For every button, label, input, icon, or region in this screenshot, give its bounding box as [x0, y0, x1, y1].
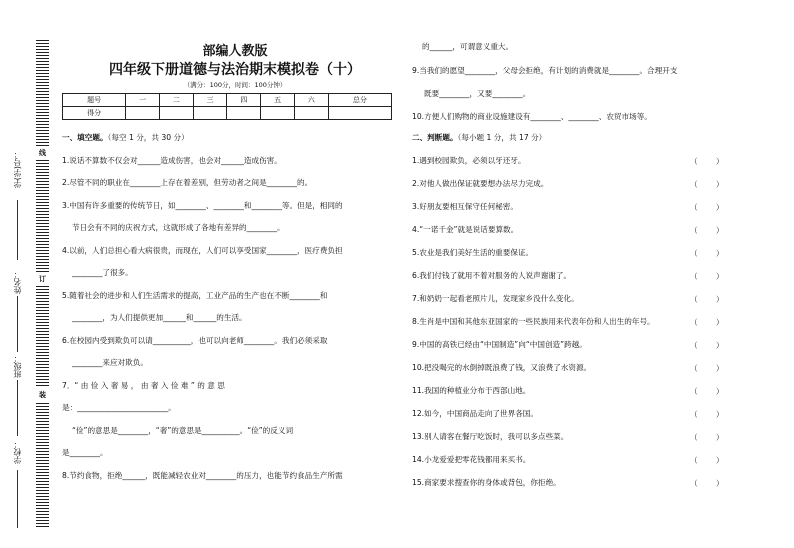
answer-paren[interactable]: （ ） [690, 203, 724, 212]
section2-note: （每小题 1 分，共 17 分） [457, 133, 547, 142]
score-input-cell[interactable] [294, 107, 328, 120]
name-line[interactable] [17, 296, 18, 352]
exam-info: （满分：100分，时间：100分钟） [183, 81, 287, 89]
fill-question-4-cont: ________了很多。 [72, 268, 133, 277]
student-id-line[interactable] [17, 200, 18, 260]
score-table-cell: 三 [193, 94, 227, 107]
section1-title: 一、填空题。 [62, 133, 108, 142]
school-line[interactable] [17, 470, 18, 528]
judge-item-8: 8.生肖是中国和其他东亚国家的一些民族用来代表年份和人出生的年号。 [412, 317, 655, 326]
student-id-label: 学(学)号： [13, 150, 22, 189]
score-table-cell: 一 [126, 94, 160, 107]
answer-paren[interactable]: （ ） [690, 249, 724, 258]
binding-mark-line: 线 [36, 146, 49, 160]
section1-note: （每空 1 分，共 30 分） [107, 133, 189, 142]
judge-item-14: 14.小龙爱爱把零花钱都用来买书。 [412, 455, 531, 464]
fill-question-6: 6.在校园内受到欺负可以请__________，也可以向老师________。我们必须采取 [62, 336, 328, 345]
answer-paren[interactable]: （ ） [690, 387, 724, 396]
binding-mark-bind: 装 [36, 388, 49, 402]
fill-question-6-cont: ________来应对欺负。 [72, 358, 148, 367]
judge-item-10: 10.把没喝完的水倒掉既浪费了钱，又浪费了水资源。 [412, 363, 592, 372]
class-line[interactable] [17, 380, 18, 436]
judge-item-7: 7.和奶奶一起看老照片儿，发现家乡没什么变化。 [412, 294, 579, 303]
score-table-score-row [63, 107, 392, 120]
fill-question-7-cont: 是：________________________。 [62, 403, 176, 412]
fill-question-5-cont: ________，为人们提供更加______和______的生活。 [72, 313, 247, 322]
answer-paren[interactable]: （ ） [690, 226, 724, 235]
name-label: 姓名： [13, 270, 22, 294]
judge-item-1: 1.遇到校园欺负，必须以牙还牙。 [412, 156, 526, 165]
score-table-cell: 得分 [63, 107, 126, 120]
judge-item-4: 4.“一诺千金”就是说话要算数。 [412, 225, 519, 234]
score-input-cell[interactable] [160, 107, 194, 120]
judge-item-9: 9.中国的高铁已经由“中国制造”向“中国创造”跨越。 [412, 340, 587, 349]
judge-item-5: 5.农业是我们美好生活的重要保证。 [412, 248, 534, 257]
judge-item-11: 11.我国的种植业分布于西部山地。 [412, 386, 531, 395]
section2-heading [412, 133, 546, 143]
score-input-cell[interactable] [193, 107, 227, 120]
judge-item-12: 12.如今，中国商品走向了世界各国。 [412, 409, 538, 418]
exam-title: 四年级下册道德与法治期末模拟卷（十） [109, 62, 361, 78]
fill-question-7-sub-cont: 是________。 [62, 448, 108, 457]
judge-item-2: 2.对他人做出保证就要想办法尽力完成。 [412, 179, 549, 188]
judge-item-13: 13.别人请客在餐厅吃饭时，我可以多点些菜。 [412, 432, 569, 441]
score-input-cell[interactable] [328, 107, 391, 120]
fill-question-9: 9.当我们的愿望________，父母会拒绝，有计划的消费就是________。合理开支 [412, 66, 678, 75]
answer-paren[interactable]: （ ） [690, 479, 724, 488]
answer-paren[interactable]: （ ） [690, 364, 724, 373]
fill-question-8-cont: 的______，可谓意义重大。 [422, 42, 514, 51]
score-table-header-row [63, 94, 392, 107]
fill-question-7: 7．“ 由 俭 入 奢 易 ， 由 奢 入 俭 难 ” 的 意 思 [62, 381, 225, 390]
judge-item-15: 15.商家要求搜查你的身体或背包，你拒绝。 [412, 478, 561, 487]
fill-question-7-sub: “俭”的意思是________，“奢”的意思是__________。“俭”的反义词 [72, 426, 294, 435]
binding-mark-order: 订 [36, 272, 49, 286]
answer-paren[interactable]: （ ） [690, 410, 724, 419]
fill-question-5: 5.随着社会的进步和人们生活需求的提高，工业产品的生产也在不断________和 [62, 291, 328, 300]
answer-paren[interactable]: （ ） [690, 157, 724, 166]
judge-item-3: 3.好朋友要相互保守任何秘密。 [412, 202, 518, 211]
fill-question-10: 10.方便人们购物的商业设施建设有________、________、农贸市场等。 [412, 112, 652, 121]
fill-question-1: 1.说话不算数不仅会对______造成伤害，也会对______造成伤害。 [62, 156, 282, 165]
class-label: 班级： [13, 354, 22, 378]
score-table-cell: 五 [261, 94, 295, 107]
section2-title: 二、判断题。 [412, 133, 458, 142]
fill-question-4: 4.以前，人们总担心看大病很贵，而现在，人们可以享受国家________，医疗费负担 [62, 246, 343, 255]
answer-paren[interactable]: （ ） [690, 341, 724, 350]
score-input-cell[interactable] [126, 107, 160, 120]
section1-heading [62, 133, 189, 143]
score-table-cell: 二 [160, 94, 194, 107]
publisher-title: 部编人教版 [202, 44, 268, 59]
answer-paren[interactable]: （ ） [690, 295, 724, 304]
answer-paren[interactable]: （ ） [690, 456, 724, 465]
score-input-cell[interactable] [227, 107, 261, 120]
judge-item-6: 6.我们付钱了就用不着对服务的人说声谢谢了。 [412, 271, 572, 280]
score-table [62, 93, 392, 120]
fill-question-3: 3.中国有许多重要的传统节日，如________、________和________等。但是，相同的 [62, 201, 343, 210]
score-input-cell[interactable] [261, 107, 295, 120]
answer-paren[interactable]: （ ） [690, 180, 724, 189]
score-table-cell: 四 [227, 94, 261, 107]
score-table-cell: 六 [294, 94, 328, 107]
answer-paren[interactable]: （ ） [690, 272, 724, 281]
school-label: 学校： [13, 440, 22, 464]
answer-paren[interactable]: （ ） [690, 318, 724, 327]
score-table-cell: 总分 [328, 94, 391, 107]
answer-paren[interactable]: （ ） [690, 433, 724, 442]
fill-question-3-cont: 节日会有不同的庆祝方式，这就形成了各地有差异的________。 [72, 223, 285, 232]
score-table-cell: 题号 [63, 94, 126, 107]
fill-question-2: 2.尽管不同的职业在________上存在着差别，但劳动者之间是________的。 [62, 178, 313, 187]
fill-question-8: 8.节约食物，拒绝______，既能减轻农业对________的压力，也能节约食品生产所需 [62, 471, 343, 480]
fill-question-9-cont: 既要________，又要________。 [424, 89, 531, 98]
